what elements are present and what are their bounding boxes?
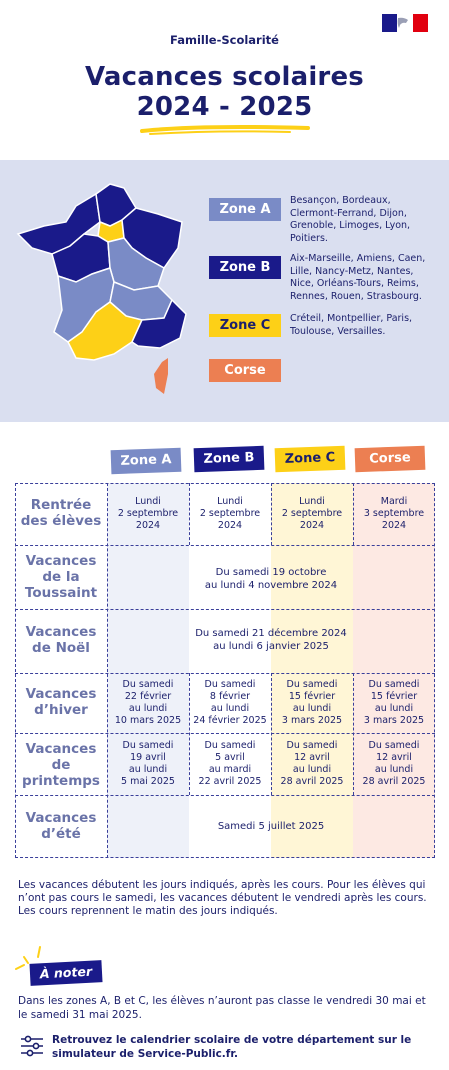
column-header-zone-b: Zone B (194, 446, 265, 472)
column-header-zone-a: Zone A (111, 448, 182, 474)
table-cell: Du samedi 5 avril au mardi 22 avril 2025 (198, 740, 262, 787)
a-noter-text: Dans les zones A, B et C, les élèves n’auront pas classe le vendredi 30 mai et le samedi 31 mai 2025. (18, 995, 426, 1021)
category-label: Famille-Scolarité (170, 33, 279, 47)
table-cell: Du samedi 15 février au lundi 3 mars 2025 (281, 679, 343, 726)
zone-c-academies: Créteil, Montpellier, Paris, Toulouse, Versailles. (290, 313, 413, 337)
table-cell: Du samedi 19 avril au lundi 5 mai 2025 (121, 740, 175, 787)
table-cell: Lundi 2 septembre 2024 (199, 496, 261, 531)
title-underline (140, 122, 310, 136)
zone-a-badge: Zone A (209, 198, 281, 221)
sliders-icon (20, 1035, 44, 1057)
row-label-hiver: Vacances d’hiver (25, 686, 97, 718)
table-cell: Du samedi 12 avril au lundi 28 avril 2025 (280, 740, 344, 787)
row-label-ete: Vacances d’été (25, 810, 97, 842)
table-cell: Du samedi 8 février au lundi 24 février 2025 (193, 679, 267, 726)
column-header-zone-c: Zone C (275, 446, 346, 472)
table-cell-span: Samedi 5 juillet 2025 (217, 821, 325, 832)
table-cell: Lundi 2 septembre 2024 (281, 496, 343, 531)
zone-b-badge: Zone B (209, 256, 281, 279)
table-cell: Lundi 2 septembre 2024 (117, 496, 179, 531)
row-label-rentree: Rentrée des élèves (20, 497, 102, 529)
zone-b-academies: Aix-Marseille, Amiens, Caen, Lille, Nancy-Metz, Nantes, Nice, Orléans-Tours, Reims, Rennes, Rouen, Strasbourg. (290, 253, 426, 302)
table-cell-span: Du samedi 19 octobre au lundi 4 novembre 2024 (204, 567, 338, 591)
table-cell-span: Du samedi 21 décembre 2024 au lundi 6 janvier 2025 (195, 628, 347, 652)
title-line-1: Vacances scolaires (85, 62, 364, 92)
zone-c-badge: Zone C (209, 314, 281, 337)
column-header-corse: Corse (355, 446, 426, 472)
france-zones-map (14, 182, 194, 397)
table-cell: Du samedi 12 avril au lundi 28 avril 2025 (362, 740, 426, 787)
republique-francaise-logo (382, 14, 428, 32)
corse-badge: Corse (209, 359, 281, 382)
zone-a-academies: Besançon, Bordeaux, Clermont-Ferrand, Dijon, Grenoble, Limoges, Lyon, Poitiers. (290, 195, 411, 244)
a-noter-badge: À noter (29, 960, 102, 986)
title-line-2: 2024 - 2025 (136, 92, 313, 122)
page-title (0, 62, 449, 122)
holiday-note: Les vacances débutent les jours indiqués, après les cours. Pour les élèves qui n’ont pas cours le samedi, les vacances débutent le vendredi après les cours. Les cours reprennent le matin des jours indiqués. (18, 879, 427, 917)
zones-map-section (0, 160, 449, 422)
row-label-printemps: Vacances de printemps (22, 741, 100, 789)
table-cell: Mardi 3 septembre 2024 (363, 496, 425, 531)
holiday-table (15, 483, 435, 858)
table-cell: Du samedi 15 février au lundi 3 mars 2025 (363, 679, 425, 726)
table-cell: Du samedi 22 février au lundi 10 mars 2025 (114, 679, 182, 726)
row-label-noel: Vacances de Noël (25, 624, 97, 656)
row-label-toussaint: Vacances de la Toussaint (24, 553, 98, 601)
simulator-link-text[interactable]: Retrouvez le calendrier scolaire de votre département sur le simulateur de Service-Public.fr. (52, 1034, 412, 1060)
